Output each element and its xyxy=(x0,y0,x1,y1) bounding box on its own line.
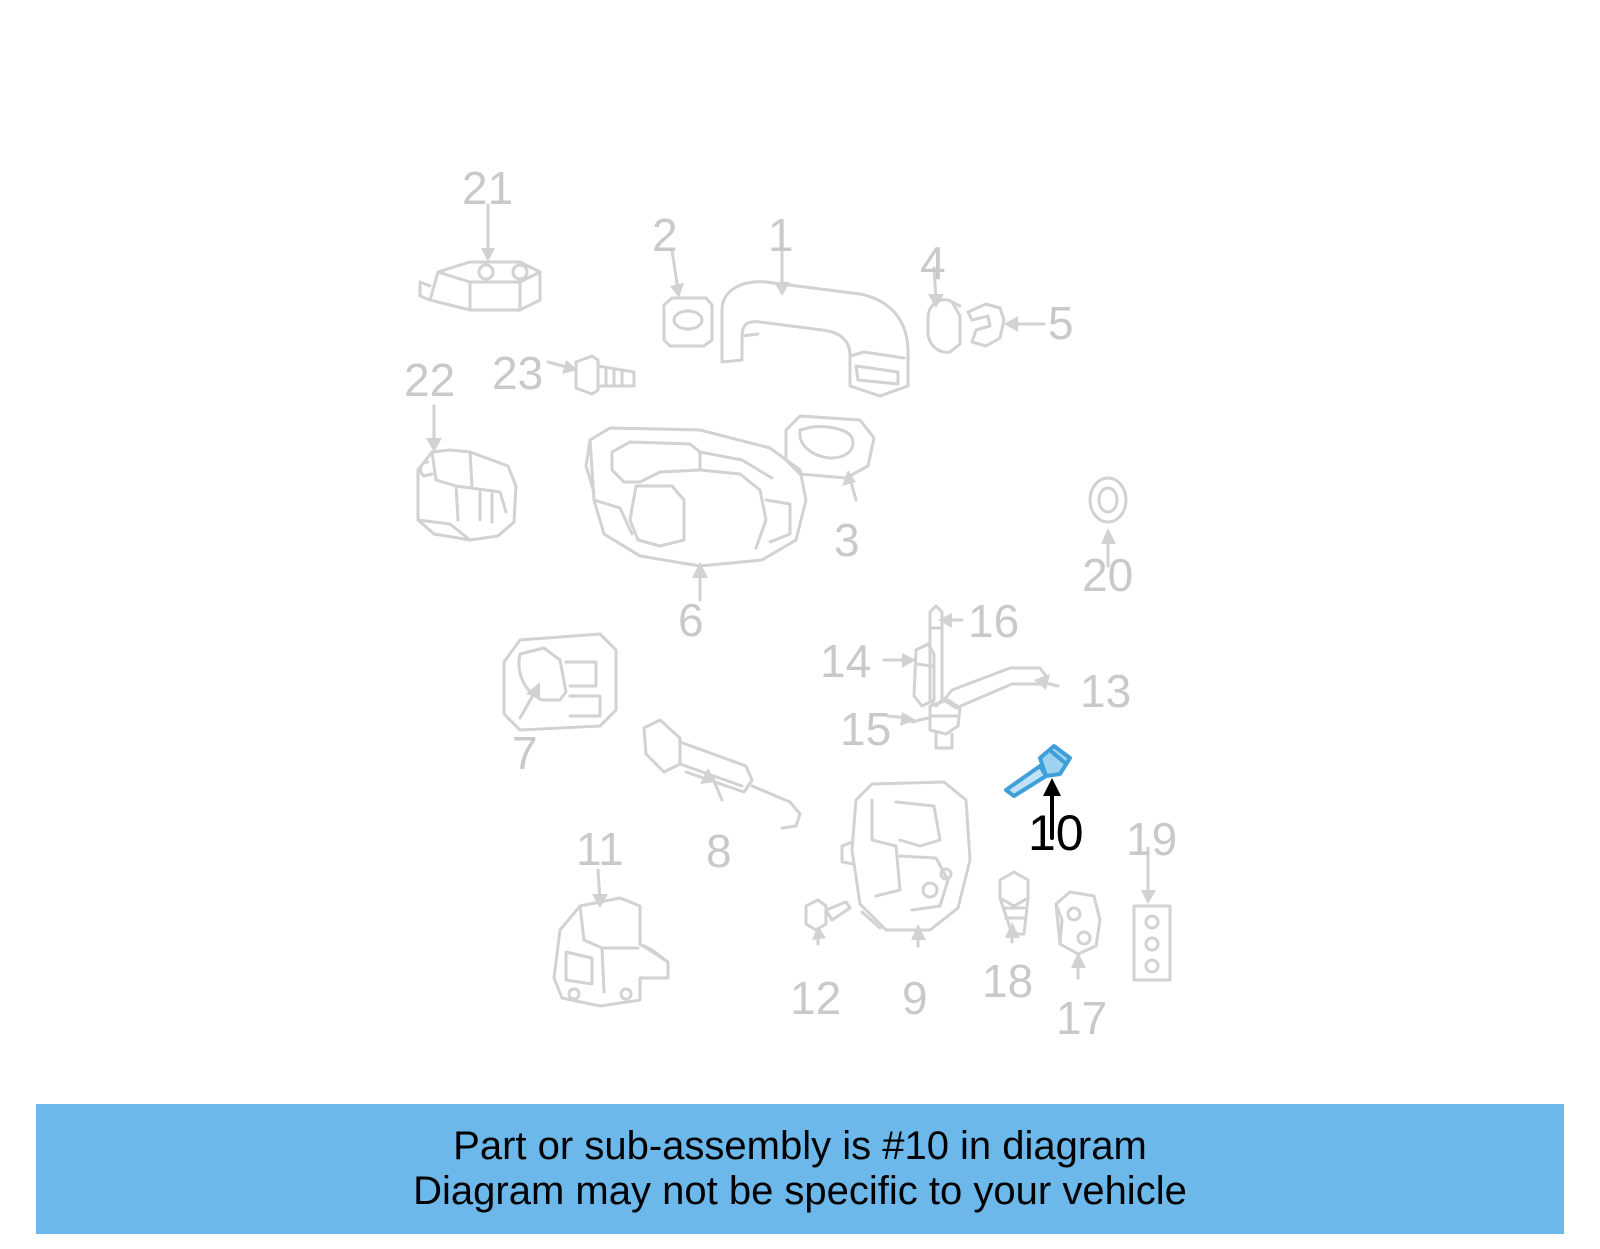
caption-banner xyxy=(36,1104,1564,1234)
callout-7: 7 xyxy=(512,727,538,779)
callout-19: 19 xyxy=(1126,813,1178,865)
part-8-shape xyxy=(644,720,800,828)
callout-21: 21 xyxy=(462,162,514,214)
callout-14: 14 xyxy=(820,635,872,687)
callout-12: 12 xyxy=(790,972,842,1024)
part-22-shape xyxy=(418,450,516,540)
part-6-shape xyxy=(586,428,806,566)
callout-4: 4 xyxy=(920,237,946,289)
part-23-shape xyxy=(576,356,634,394)
part-10-shape xyxy=(1006,746,1070,796)
callout-2: 2 xyxy=(652,209,678,261)
callout-10: 10 xyxy=(1028,805,1084,861)
part-17-shape xyxy=(1056,892,1100,954)
part-1-shape xyxy=(722,282,908,396)
part-9-shape xyxy=(842,782,970,930)
part-12-shape xyxy=(806,900,850,930)
callout-16: 16 xyxy=(968,595,1020,647)
part-13-shape xyxy=(944,668,1046,708)
part-11-shape xyxy=(554,898,668,1006)
part-18-shape xyxy=(1000,872,1028,934)
callout-23: 23 xyxy=(492,347,544,399)
callout-17: 17 xyxy=(1056,992,1108,1044)
callout-8: 8 xyxy=(706,825,732,877)
callout-18: 18 xyxy=(982,955,1034,1007)
caption-line-1: Part or sub-assembly is #10 in diagram xyxy=(453,1124,1147,1169)
part-4-shape xyxy=(928,300,960,353)
part-20-shape xyxy=(1090,478,1126,522)
part-2-shape xyxy=(664,298,712,346)
callout-3: 3 xyxy=(834,514,860,566)
caption-line-2: Diagram may not be specific to your vehicle xyxy=(413,1169,1187,1213)
callout-9: 9 xyxy=(902,972,928,1024)
part-21-shape xyxy=(420,262,540,310)
callout-1: 1 xyxy=(768,209,794,261)
callout-11: 11 xyxy=(576,823,624,875)
callout-15: 15 xyxy=(840,703,892,755)
part-5-shape xyxy=(968,304,1004,346)
part-19-shape xyxy=(1134,906,1170,980)
callout-13: 13 xyxy=(1080,665,1132,717)
callout-6: 6 xyxy=(678,594,704,646)
callout-20: 20 xyxy=(1082,549,1134,601)
callout-5: 5 xyxy=(1048,297,1074,349)
callout-22: 22 xyxy=(404,354,456,406)
